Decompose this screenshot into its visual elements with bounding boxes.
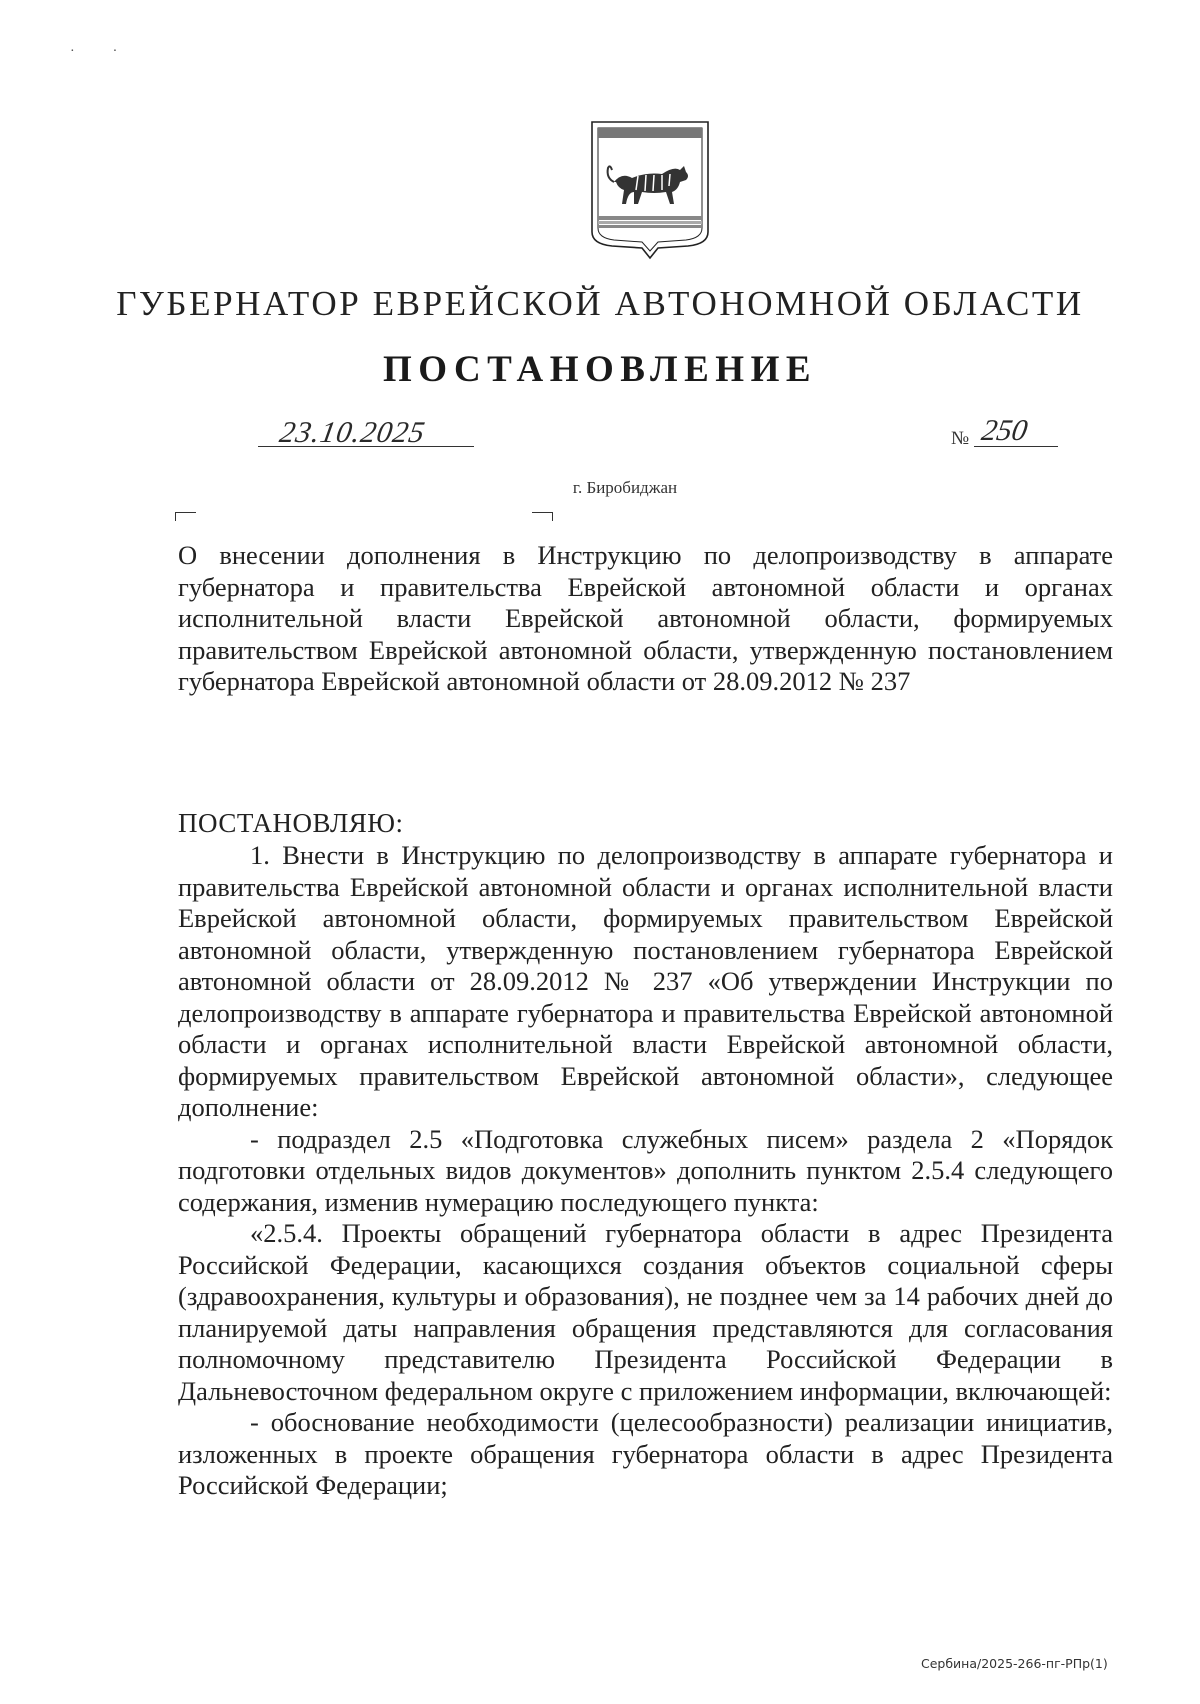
document-subject: О внесении дополнения в Инструкцию по делопроизводству в аппарате губернатора и правительства Еврейской автономной области и органах исполнительной власти Еврейской автономной области, формируемых правительством Еврейской автономной области, утвержденную постановлением губернатора Еврейской автономной области от 28.09.2012 № 237 xyxy=(178,540,1113,696)
paragraph-3: «2.5.4. Проекты обращений губернатора области в адрес Президента Российской Федерации, касающихся создания объектов социальной сферы (здравоохранения, культуры и образования), не позднее чем за 14 рабочих дней до планируемой даты направления обращения представляются для согласования полномочному представителю Президента Российской Федерации в Дальневосточном федеральном округе с приложением информации, включающей: xyxy=(178,1218,1113,1406)
date-underline xyxy=(258,446,474,447)
subject-corner-right xyxy=(532,512,553,521)
document-body xyxy=(178,840,1113,1502)
resolve-word: ПОСТАНОВЛЯЮ: xyxy=(178,808,404,838)
paragraph-2: - подраздел 2.5 «Подготовка служебных писем» раздела 2 «Порядок подготовки отдельных видов документов» дополнить пунктом 2.5.4 следующего содержания, изменив нумерацию последующего пункта: xyxy=(178,1123,1113,1217)
paragraph-1: 1. Внести в Инструкцию по делопроизводству в аппарате губернатора и правительства Еврейской автономной области и органах исполнительной власти Еврейской автономной области, формируемых правительством Еврейской автономной области, утвержденную постановлением губернатора Еврейской автономной области от 28.09.2012 № 237 «Об утверждении Инструкции по делопроизводству в аппарате губернатора и правительства Еврейской автономной области и органах исполнительной власти Еврейской автономной области, формируемых правительством Еврейской автономной области», следующее дополнение: xyxy=(178,840,1113,1122)
governor-title: ГУБЕРНАТОР ЕВРЕЙСКОЙ АВТОНОМНОЙ ОБЛАСТИ xyxy=(116,284,1084,323)
subject-corner-left xyxy=(175,512,196,521)
city-name: г. Биробиджан xyxy=(572,478,678,497)
footer-code: Сербина/2025-266-пг-РПр(1) xyxy=(921,1656,1108,1671)
paragraph-4: - обоснование необходимости (целесообразности) реализации инициатив, изложенных в проекте обращения губернатора области в адрес Президента Российской Федерации; xyxy=(178,1407,1113,1500)
document-type-title: ПОСТАНОВЛЕНИЕ xyxy=(382,349,818,390)
number-underline xyxy=(974,446,1058,447)
coat-of-arms-tiger-icon xyxy=(588,120,712,260)
number-label: № xyxy=(951,428,970,449)
date-handwritten: 23.10.2025 xyxy=(277,416,428,449)
number-handwritten: 250 xyxy=(979,414,1030,447)
scan-specks: ·· xyxy=(70,44,156,59)
